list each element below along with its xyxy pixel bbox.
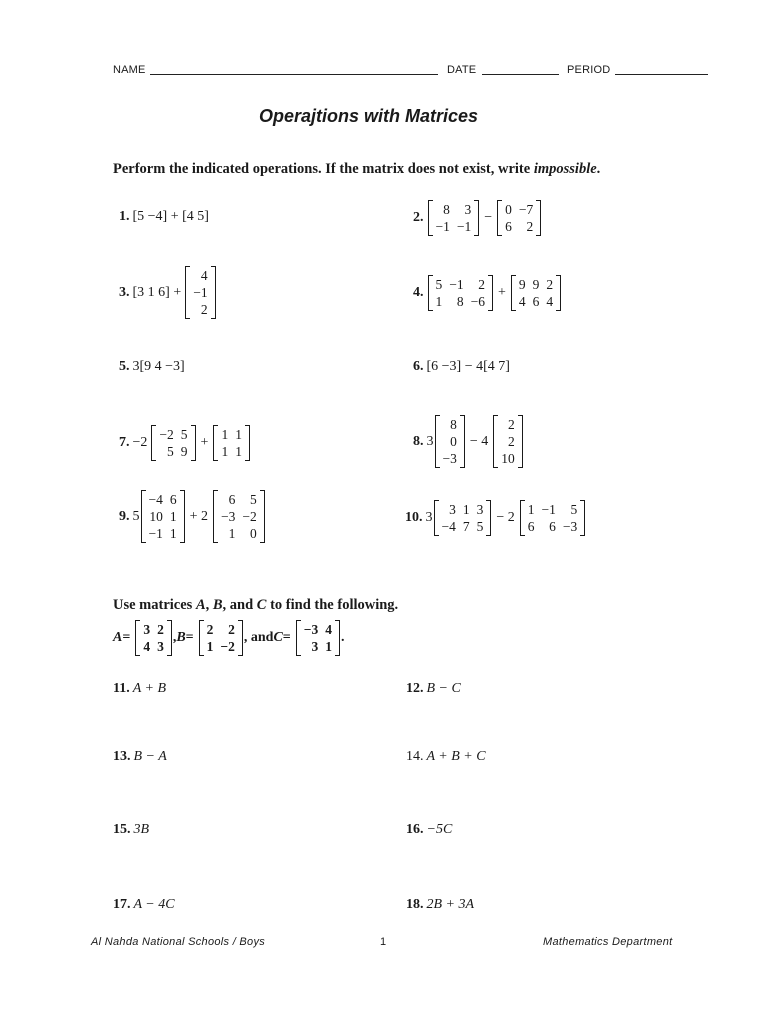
matrix-cell: 3 xyxy=(464,202,472,217)
matrix-a-label: A xyxy=(113,630,123,645)
problem-number: 2. xyxy=(413,210,424,225)
right-bracket xyxy=(211,266,216,319)
matrix-cell: −1 xyxy=(148,526,163,541)
matrix-cell: 2 xyxy=(546,277,554,292)
matrix-cells xyxy=(140,620,167,656)
matrix-cell: −1 xyxy=(193,285,208,300)
matrix-cell: −3 xyxy=(562,519,578,534)
matrix-cell: 0 xyxy=(250,526,257,541)
matrix-b xyxy=(199,620,243,656)
matrix-cells xyxy=(301,620,335,656)
matrix-cell: 5 xyxy=(476,519,484,534)
exercise-17 xyxy=(113,897,175,913)
separator: , and xyxy=(222,597,257,613)
matrix-cell: −1 xyxy=(449,277,464,292)
matrix-cell: 6 xyxy=(169,492,177,507)
matrix-cell: 1 xyxy=(169,509,177,524)
operator: + xyxy=(498,285,506,300)
matrix-cell: 8 xyxy=(443,202,450,217)
matrix-cell: 9 xyxy=(518,277,526,292)
matrix-c xyxy=(296,620,340,656)
separator: , xyxy=(172,630,177,645)
matrix-cell: 8 xyxy=(450,417,457,432)
coefficient: 3 xyxy=(426,433,434,449)
footer-school: Al Nahda National Schools / Boys xyxy=(91,936,266,948)
right-bracket xyxy=(486,500,491,536)
operator: − 4 xyxy=(469,433,489,449)
matrix-cell: 3 xyxy=(157,639,164,654)
problem-1 xyxy=(119,209,209,225)
exercise-number: 16. xyxy=(406,822,424,837)
matrix-cell: 4 xyxy=(546,294,554,309)
exercise-expression: A − 4C xyxy=(133,897,175,912)
matrix-cell: 6 xyxy=(532,294,540,309)
right-bracket xyxy=(180,490,185,543)
problem-number: 1. xyxy=(119,209,130,224)
matrix xyxy=(213,425,250,461)
matrix-cell: 1 xyxy=(235,427,242,442)
matrix-cell: 3 xyxy=(476,502,484,517)
matrix-cells xyxy=(516,275,556,311)
right-bracket xyxy=(474,200,479,236)
problem-expression: [3 1 6] + xyxy=(132,284,182,300)
right-bracket xyxy=(167,620,172,656)
matrix-cell: 2 xyxy=(206,622,214,637)
right-bracket xyxy=(460,415,465,468)
problem-number: 7. xyxy=(119,435,130,450)
right-bracket xyxy=(536,200,541,236)
matrix-cell: 1 xyxy=(435,294,443,309)
coefficient: −2 xyxy=(132,435,148,450)
name-line[interactable] xyxy=(150,74,438,75)
matrix-cell: 6 xyxy=(228,492,236,507)
exercise-16 xyxy=(406,822,452,838)
exercise-expression: A + B + C xyxy=(426,749,486,764)
matrix-cell: 1 xyxy=(169,526,177,541)
instructions-text: Perform the indicated operations. If the matrix does not exist, write xyxy=(113,161,534,177)
page-title: Operajtions with Matrices xyxy=(259,106,479,126)
exercise-expression: B − C xyxy=(426,681,461,696)
coefficient: 3 xyxy=(425,510,433,525)
matrix-cell: 3 xyxy=(449,502,456,517)
matrix-cell: 10 xyxy=(149,509,163,524)
matrix-cell: 2 xyxy=(200,302,208,317)
matrix-cell: 0 xyxy=(505,202,512,217)
matrix-cell: 1 xyxy=(206,639,214,654)
instructions xyxy=(113,161,600,178)
exercise-expression: −5C xyxy=(426,822,453,837)
matrix-cell: 1 xyxy=(221,444,229,459)
matrix-cell: −1 xyxy=(456,219,472,234)
matrix-cells xyxy=(502,200,536,236)
matrix-b-label: B xyxy=(176,630,186,645)
matrix-cell: −7 xyxy=(518,202,534,217)
instructions-end: . xyxy=(596,161,601,177)
matrix-cell: 6 xyxy=(505,219,512,234)
matrix-cells xyxy=(433,275,489,311)
matrix-cell: 1 xyxy=(235,444,242,459)
matrix xyxy=(435,415,465,468)
matrix-a-name: A xyxy=(195,597,206,613)
matrix-a xyxy=(135,620,172,656)
period: . xyxy=(340,630,345,645)
equals: = xyxy=(122,630,131,645)
matrix-cell: 4 xyxy=(200,268,208,283)
operator: + xyxy=(200,435,209,450)
separator: , and xyxy=(243,630,274,645)
matrix-cell: −1 xyxy=(435,219,450,234)
problem-number: 6. xyxy=(413,359,424,374)
problem-8 xyxy=(413,415,524,468)
matrix-c-label: C xyxy=(273,630,283,645)
right-bracket xyxy=(556,275,561,311)
name-label: NAME xyxy=(113,64,146,76)
matrix-cell: 5 xyxy=(250,492,257,507)
matrix xyxy=(497,200,541,236)
matrix-cell: 4 xyxy=(143,639,151,654)
matrix xyxy=(520,500,586,536)
matrix-cell: 10 xyxy=(501,451,515,466)
section2-end: to find the following. xyxy=(266,597,399,613)
exercise-18 xyxy=(406,897,474,913)
exercise-15 xyxy=(113,822,149,838)
problem-6 xyxy=(413,359,510,375)
matrix-cell: 1 xyxy=(221,427,229,442)
problem-9 xyxy=(119,490,266,543)
exercise-11 xyxy=(113,681,166,697)
matrix-cells xyxy=(440,415,460,468)
exercise-number: 18. xyxy=(406,897,424,912)
problem-expression: [5 −4] + [4 5] xyxy=(132,209,209,224)
matrix-cells xyxy=(156,425,190,461)
period-line[interactable] xyxy=(615,74,708,75)
matrix-cell: 2 xyxy=(478,277,485,292)
exercise-number: 17. xyxy=(113,897,131,912)
exercise-12 xyxy=(406,681,461,697)
equals: = xyxy=(282,630,291,645)
matrix-b-name: B xyxy=(212,597,223,613)
equals: = xyxy=(185,630,194,645)
matrix-cell: −1 xyxy=(541,502,556,517)
matrix-cell: 0 xyxy=(450,434,457,449)
problem-number: 8. xyxy=(413,433,424,449)
problem-10 xyxy=(405,500,586,536)
right-bracket xyxy=(238,620,243,656)
right-bracket xyxy=(580,500,585,536)
problem-5 xyxy=(119,359,185,375)
matrix-cell: 2 xyxy=(526,219,534,234)
exercise-expression: B − A xyxy=(133,749,167,764)
problem-number: 10. xyxy=(405,510,423,525)
operator: − 2 xyxy=(496,510,515,525)
matrix-cells xyxy=(433,200,475,236)
matrix-cells xyxy=(190,266,210,319)
right-bracket xyxy=(488,275,493,311)
exercise-number: 13. xyxy=(113,749,131,764)
matrix-cells xyxy=(498,415,518,468)
matrix-cell: 6 xyxy=(527,519,535,534)
matrix-cell: −3 xyxy=(442,451,457,466)
problem-number: 5. xyxy=(119,359,130,374)
matrix-cell: −3 xyxy=(221,509,236,524)
matrix-cell: 5 xyxy=(180,427,188,442)
problem-number: 3. xyxy=(119,284,130,300)
matrix-cells xyxy=(204,620,238,656)
matrix xyxy=(434,500,492,536)
exercise-number: 11. xyxy=(113,681,130,696)
problem-number: 9. xyxy=(119,508,130,524)
problem-number: 4. xyxy=(413,285,424,300)
exercise-number: 14. xyxy=(406,749,424,764)
date-label: DATE xyxy=(447,64,477,76)
matrix-cell: −6 xyxy=(470,294,485,309)
matrix-cell: 5 xyxy=(167,444,174,459)
right-bracket xyxy=(518,415,523,468)
matrix-cell: 1 xyxy=(228,526,236,541)
right-bracket xyxy=(245,425,250,461)
matrix-cell: 4 xyxy=(325,622,332,637)
date-line[interactable] xyxy=(482,74,559,75)
separator: , xyxy=(205,597,213,613)
problem-2 xyxy=(413,200,542,236)
section2-text: Use matrices xyxy=(113,597,196,613)
right-bracket xyxy=(191,425,196,461)
matrix-cell: −2 xyxy=(220,639,235,654)
problem-expression: [6 −3] − 4[4 7] xyxy=(426,359,510,374)
operator: − xyxy=(484,210,493,225)
problem-expression: 3[9 4 −3] xyxy=(132,359,185,374)
exercise-expression: 3B xyxy=(133,822,150,837)
matrix-cell: 7 xyxy=(462,519,470,534)
matrix xyxy=(493,415,523,468)
footer-department: Mathematics Department xyxy=(543,936,673,948)
matrix-cell: −2 xyxy=(242,509,257,524)
matrix xyxy=(213,490,265,543)
matrix-cell: 1 xyxy=(527,502,535,517)
exercise-number: 12. xyxy=(406,681,424,696)
problem-4 xyxy=(413,275,562,311)
matrix-cell: 2 xyxy=(157,622,164,637)
matrix-cells xyxy=(218,490,260,543)
matrix-cell: 3 xyxy=(311,639,319,654)
exercise-number: 15. xyxy=(113,822,131,837)
period-label: PERIOD xyxy=(567,64,611,76)
matrix-cell: −2 xyxy=(159,427,174,442)
problem-7 xyxy=(119,425,251,461)
matrix-cell: −4 xyxy=(441,519,456,534)
matrix-cell: 8 xyxy=(456,294,464,309)
matrix-cell: 2 xyxy=(508,434,515,449)
section2-instructions xyxy=(113,597,398,614)
matrix-c-name: C xyxy=(256,597,267,613)
matrix-cell: 1 xyxy=(325,639,332,654)
matrix xyxy=(151,425,195,461)
matrix-cell: 6 xyxy=(549,519,556,534)
instructions-emph: impossible xyxy=(533,161,597,177)
matrix-cell: 2 xyxy=(508,417,515,432)
footer-page-number: 1 xyxy=(380,936,387,948)
right-bracket xyxy=(260,490,265,543)
matrix-cell: 9 xyxy=(532,277,540,292)
matrix-definitions xyxy=(113,620,344,656)
matrix-cell: 5 xyxy=(570,502,578,517)
exercise-expression: 2B + 3A xyxy=(426,897,475,912)
matrix-cell: 1 xyxy=(462,502,470,517)
matrix xyxy=(428,200,480,236)
coefficient: 5 xyxy=(132,508,140,524)
matrix xyxy=(511,275,561,311)
matrix-cell: −3 xyxy=(303,622,319,637)
matrix-cells xyxy=(218,425,245,461)
matrix-cell: 5 xyxy=(435,277,443,292)
problem-3 xyxy=(119,266,217,319)
matrix-cell: 3 xyxy=(143,622,151,637)
operator: + 2 xyxy=(189,508,209,524)
matrix-cells xyxy=(525,500,581,536)
exercise-13 xyxy=(113,749,167,765)
matrix xyxy=(141,490,185,543)
matrix-cells xyxy=(439,500,487,536)
exercise-14 xyxy=(406,749,486,765)
exercise-expression: A + B xyxy=(132,681,167,696)
matrix-cell: 9 xyxy=(180,444,188,459)
matrix xyxy=(428,275,494,311)
matrix-cell: 4 xyxy=(518,294,526,309)
right-bracket xyxy=(335,620,340,656)
matrix-cell: 2 xyxy=(228,622,235,637)
matrix xyxy=(185,266,215,319)
matrix-cells xyxy=(146,490,180,543)
matrix-cell: −4 xyxy=(148,492,163,507)
